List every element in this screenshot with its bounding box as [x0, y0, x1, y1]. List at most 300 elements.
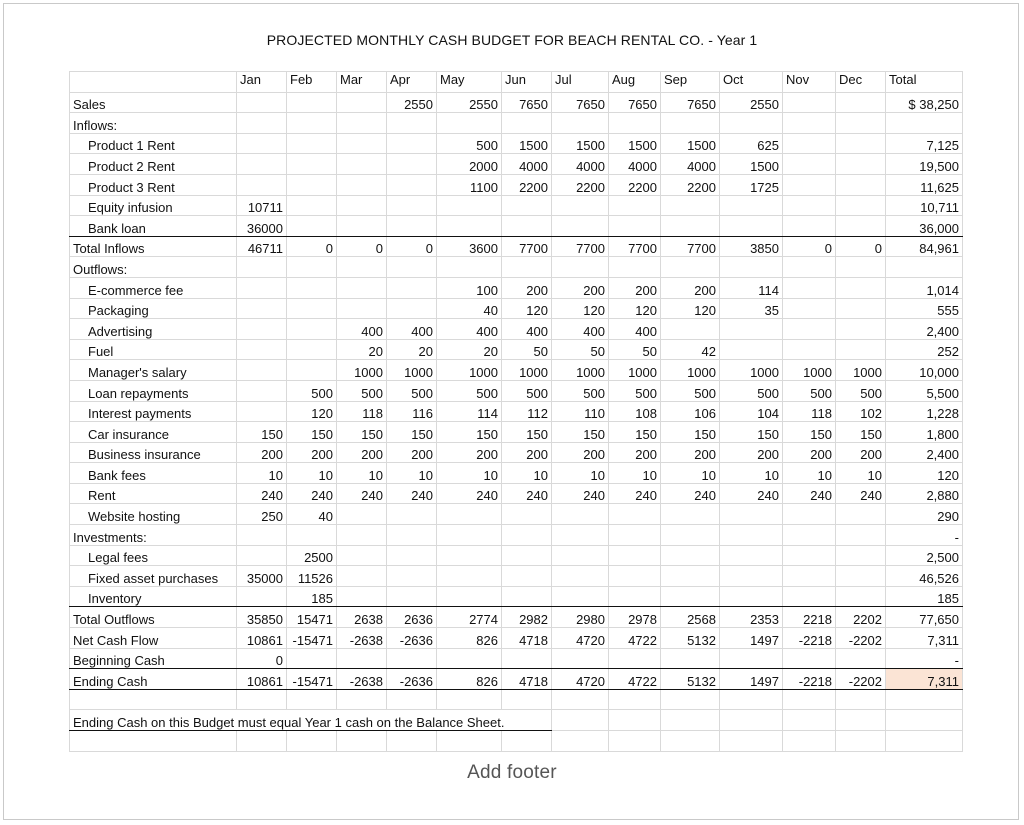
value-cell[interactable]: 240 [337, 483, 387, 504]
value-cell[interactable]: 500 [661, 380, 720, 401]
value-cell[interactable]: 240 [502, 483, 552, 504]
value-cell[interactable] [237, 360, 287, 381]
row-label[interactable]: Product 1 Rent [70, 133, 237, 154]
empty-cell[interactable] [783, 731, 836, 752]
value-cell[interactable]: -2636 [387, 628, 437, 649]
value-cell[interactable]: 500 [437, 133, 502, 154]
month-header-feb[interactable]: Feb [287, 72, 337, 93]
value-cell[interactable] [502, 525, 552, 546]
value-cell[interactable]: 1500 [720, 154, 783, 175]
value-cell[interactable] [502, 648, 552, 669]
value-cell[interactable]: 200 [502, 277, 552, 298]
empty-cell[interactable] [552, 710, 609, 731]
value-cell[interactable]: 500 [609, 380, 661, 401]
value-cell[interactable]: 20 [387, 339, 437, 360]
value-cell[interactable] [387, 174, 437, 195]
value-cell[interactable]: 625 [720, 133, 783, 154]
value-cell[interactable]: 2000 [437, 154, 502, 175]
value-cell[interactable]: 400 [502, 319, 552, 340]
value-cell[interactable] [661, 113, 720, 134]
value-cell[interactable] [337, 133, 387, 154]
value-cell[interactable] [836, 298, 886, 319]
empty-cell[interactable] [783, 689, 836, 710]
row-label[interactable]: Outflows: [70, 257, 237, 278]
value-cell[interactable] [387, 504, 437, 525]
value-cell[interactable]: 0 [237, 648, 287, 669]
empty-cell[interactable] [70, 689, 237, 710]
value-cell[interactable]: 7650 [661, 92, 720, 113]
value-cell[interactable] [720, 525, 783, 546]
value-cell[interactable] [836, 216, 886, 237]
total-cell[interactable]: 1,014 [886, 277, 963, 298]
value-cell[interactable]: 114 [720, 277, 783, 298]
empty-cell[interactable] [502, 689, 552, 710]
value-cell[interactable]: 2550 [387, 92, 437, 113]
value-cell[interactable] [237, 92, 287, 113]
value-cell[interactable]: 7700 [661, 236, 720, 257]
value-cell[interactable]: -2202 [836, 628, 886, 649]
value-cell[interactable]: 10 [720, 463, 783, 484]
value-cell[interactable]: 40 [287, 504, 337, 525]
value-cell[interactable]: 2200 [552, 174, 609, 195]
value-cell[interactable] [237, 380, 287, 401]
value-cell[interactable]: 10 [609, 463, 661, 484]
value-cell[interactable] [552, 525, 609, 546]
value-cell[interactable]: 36000 [237, 216, 287, 237]
value-cell[interactable] [836, 133, 886, 154]
total-cell[interactable]: 36,000 [886, 216, 963, 237]
value-cell[interactable] [287, 174, 337, 195]
value-cell[interactable] [836, 525, 886, 546]
row-label[interactable]: Product 2 Rent [70, 154, 237, 175]
value-cell[interactable]: -15471 [287, 628, 337, 649]
total-cell[interactable] [886, 113, 963, 134]
value-cell[interactable] [552, 586, 609, 607]
value-cell[interactable] [661, 216, 720, 237]
value-cell[interactable] [337, 648, 387, 669]
empty-cell[interactable] [609, 689, 661, 710]
row-label[interactable]: Business insurance [70, 442, 237, 463]
month-header-may[interactable]: May [437, 72, 502, 93]
row-label[interactable]: Ending Cash [70, 669, 237, 690]
empty-cell[interactable] [720, 731, 783, 752]
total-cell[interactable]: - [886, 525, 963, 546]
value-cell[interactable] [661, 586, 720, 607]
value-cell[interactable]: 200 [502, 442, 552, 463]
empty-cell[interactable] [720, 710, 783, 731]
empty-cell[interactable] [836, 710, 886, 731]
value-cell[interactable] [287, 319, 337, 340]
value-cell[interactable] [783, 277, 836, 298]
row-label[interactable]: Bank loan [70, 216, 237, 237]
value-cell[interactable]: 240 [720, 483, 783, 504]
value-cell[interactable]: 2980 [552, 607, 609, 628]
total-cell[interactable]: 2,400 [886, 442, 963, 463]
value-cell[interactable] [661, 648, 720, 669]
value-cell[interactable]: 0 [387, 236, 437, 257]
value-cell[interactable] [609, 545, 661, 566]
value-cell[interactable]: 10 [661, 463, 720, 484]
value-cell[interactable]: 120 [609, 298, 661, 319]
value-cell[interactable] [783, 133, 836, 154]
value-cell[interactable]: 110 [552, 401, 609, 422]
empty-cell[interactable] [437, 689, 502, 710]
value-cell[interactable] [609, 586, 661, 607]
value-cell[interactable]: 7700 [502, 236, 552, 257]
total-header[interactable]: Total [886, 72, 963, 93]
value-cell[interactable] [783, 566, 836, 587]
value-cell[interactable]: 200 [609, 442, 661, 463]
value-cell[interactable]: 120 [502, 298, 552, 319]
value-cell[interactable] [552, 545, 609, 566]
value-cell[interactable]: -2218 [783, 669, 836, 690]
empty-cell[interactable] [609, 731, 661, 752]
value-cell[interactable]: 1500 [502, 133, 552, 154]
value-cell[interactable] [387, 154, 437, 175]
value-cell[interactable]: 46711 [237, 236, 287, 257]
value-cell[interactable] [836, 648, 886, 669]
value-cell[interactable]: 2568 [661, 607, 720, 628]
empty-cell[interactable] [783, 710, 836, 731]
value-cell[interactable]: 826 [437, 669, 502, 690]
value-cell[interactable] [337, 92, 387, 113]
value-cell[interactable]: 185 [287, 586, 337, 607]
row-label[interactable]: Sales [70, 92, 237, 113]
month-header-apr[interactable]: Apr [387, 72, 437, 93]
value-cell[interactable] [783, 174, 836, 195]
value-cell[interactable]: 10861 [237, 669, 287, 690]
value-cell[interactable]: 2202 [836, 607, 886, 628]
value-cell[interactable] [720, 504, 783, 525]
value-cell[interactable] [661, 525, 720, 546]
empty-cell[interactable] [609, 710, 661, 731]
value-cell[interactable]: 240 [552, 483, 609, 504]
value-cell[interactable] [836, 174, 886, 195]
value-cell[interactable] [609, 504, 661, 525]
value-cell[interactable]: 2636 [387, 607, 437, 628]
value-cell[interactable] [337, 277, 387, 298]
empty-cell[interactable] [886, 710, 963, 731]
empty-cell[interactable] [70, 731, 237, 752]
value-cell[interactable] [387, 113, 437, 134]
value-cell[interactable]: 4000 [661, 154, 720, 175]
value-cell[interactable]: 1000 [337, 360, 387, 381]
value-cell[interactable]: 4718 [502, 628, 552, 649]
value-cell[interactable]: 10 [836, 463, 886, 484]
value-cell[interactable] [783, 154, 836, 175]
row-label[interactable]: Legal fees [70, 545, 237, 566]
value-cell[interactable]: 150 [237, 422, 287, 443]
value-cell[interactable]: 200 [836, 442, 886, 463]
value-cell[interactable] [720, 257, 783, 278]
value-cell[interactable] [836, 566, 886, 587]
value-cell[interactable] [661, 257, 720, 278]
value-cell[interactable] [287, 525, 337, 546]
value-cell[interactable]: 116 [387, 401, 437, 422]
value-cell[interactable]: 2353 [720, 607, 783, 628]
value-cell[interactable] [287, 195, 337, 216]
total-cell[interactable]: 5,500 [886, 380, 963, 401]
value-cell[interactable]: 20 [337, 339, 387, 360]
total-cell[interactable]: $ 38,250 [886, 92, 963, 113]
value-cell[interactable] [237, 525, 287, 546]
value-cell[interactable]: 3600 [437, 236, 502, 257]
value-cell[interactable] [387, 545, 437, 566]
month-header-jul[interactable]: Jul [552, 72, 609, 93]
total-cell[interactable]: 77,650 [886, 607, 963, 628]
value-cell[interactable]: 150 [661, 422, 720, 443]
row-label[interactable]: E-commerce fee [70, 277, 237, 298]
value-cell[interactable] [287, 133, 337, 154]
value-cell[interactable]: 4720 [552, 669, 609, 690]
total-cell[interactable]: 11,625 [886, 174, 963, 195]
value-cell[interactable] [720, 195, 783, 216]
value-cell[interactable] [287, 216, 337, 237]
empty-cell[interactable] [237, 689, 287, 710]
value-cell[interactable] [437, 504, 502, 525]
empty-cell[interactable] [552, 731, 609, 752]
total-cell[interactable]: 46,526 [886, 566, 963, 587]
empty-cell[interactable] [337, 689, 387, 710]
value-cell[interactable] [502, 113, 552, 134]
value-cell[interactable]: 200 [609, 277, 661, 298]
value-cell[interactable] [237, 401, 287, 422]
value-cell[interactable]: 1500 [661, 133, 720, 154]
value-cell[interactable] [387, 195, 437, 216]
value-cell[interactable] [836, 277, 886, 298]
value-cell[interactable]: 50 [502, 339, 552, 360]
total-cell[interactable]: 1,228 [886, 401, 963, 422]
value-cell[interactable]: 400 [552, 319, 609, 340]
value-cell[interactable]: 0 [783, 236, 836, 257]
value-cell[interactable]: 150 [720, 422, 783, 443]
value-cell[interactable] [609, 648, 661, 669]
value-cell[interactable]: 10 [237, 463, 287, 484]
value-cell[interactable]: 4720 [552, 628, 609, 649]
total-cell[interactable]: 1,800 [886, 422, 963, 443]
value-cell[interactable] [237, 545, 287, 566]
value-cell[interactable]: 2218 [783, 607, 836, 628]
value-cell[interactable]: 2982 [502, 607, 552, 628]
value-cell[interactable]: 400 [609, 319, 661, 340]
value-cell[interactable] [237, 319, 287, 340]
value-cell[interactable] [237, 113, 287, 134]
value-cell[interactable]: 500 [387, 380, 437, 401]
value-cell[interactable]: 240 [387, 483, 437, 504]
empty-cell[interactable] [387, 689, 437, 710]
value-cell[interactable]: 200 [720, 442, 783, 463]
value-cell[interactable]: 2200 [502, 174, 552, 195]
value-cell[interactable] [287, 360, 337, 381]
value-cell[interactable] [661, 195, 720, 216]
value-cell[interactable]: 100 [437, 277, 502, 298]
value-cell[interactable]: 7700 [609, 236, 661, 257]
value-cell[interactable] [437, 195, 502, 216]
total-cell[interactable]: 10,711 [886, 195, 963, 216]
month-header-oct[interactable]: Oct [720, 72, 783, 93]
value-cell[interactable]: 120 [552, 298, 609, 319]
row-label[interactable]: Loan repayments [70, 380, 237, 401]
value-cell[interactable] [609, 566, 661, 587]
value-cell[interactable]: 108 [609, 401, 661, 422]
value-cell[interactable] [836, 504, 886, 525]
value-cell[interactable] [337, 113, 387, 134]
value-cell[interactable]: 1000 [552, 360, 609, 381]
value-cell[interactable]: 10 [387, 463, 437, 484]
value-cell[interactable] [783, 504, 836, 525]
value-cell[interactable]: 1100 [437, 174, 502, 195]
value-cell[interactable] [661, 545, 720, 566]
value-cell[interactable]: 150 [387, 422, 437, 443]
value-cell[interactable] [287, 92, 337, 113]
value-cell[interactable]: -15471 [287, 669, 337, 690]
value-cell[interactable]: -2638 [337, 669, 387, 690]
empty-cell[interactable] [661, 710, 720, 731]
value-cell[interactable]: 500 [836, 380, 886, 401]
value-cell[interactable] [337, 525, 387, 546]
value-cell[interactable]: 10 [552, 463, 609, 484]
value-cell[interactable]: 4000 [609, 154, 661, 175]
value-cell[interactable]: 50 [609, 339, 661, 360]
value-cell[interactable]: 40 [437, 298, 502, 319]
row-label[interactable]: Inventory [70, 586, 237, 607]
value-cell[interactable]: 3850 [720, 236, 783, 257]
value-cell[interactable] [783, 298, 836, 319]
header-blank-cell[interactable] [70, 72, 237, 93]
value-cell[interactable] [783, 586, 836, 607]
month-header-jun[interactable]: Jun [502, 72, 552, 93]
row-label[interactable]: Beginning Cash [70, 648, 237, 669]
value-cell[interactable]: 400 [387, 319, 437, 340]
row-label[interactable]: Total Inflows [70, 236, 237, 257]
value-cell[interactable]: 0 [287, 236, 337, 257]
empty-cell[interactable] [237, 731, 287, 752]
value-cell[interactable] [287, 257, 337, 278]
total-cell[interactable]: 2,400 [886, 319, 963, 340]
value-cell[interactable]: 200 [437, 442, 502, 463]
total-cell[interactable]: 252 [886, 339, 963, 360]
value-cell[interactable]: 7700 [552, 236, 609, 257]
value-cell[interactable]: 10861 [237, 628, 287, 649]
value-cell[interactable] [337, 154, 387, 175]
value-cell[interactable]: 2200 [609, 174, 661, 195]
value-cell[interactable]: 118 [337, 401, 387, 422]
total-cell[interactable]: 7,311 [886, 628, 963, 649]
value-cell[interactable] [437, 566, 502, 587]
value-cell[interactable] [387, 298, 437, 319]
value-cell[interactable] [502, 586, 552, 607]
value-cell[interactable] [237, 586, 287, 607]
value-cell[interactable] [783, 648, 836, 669]
value-cell[interactable] [337, 586, 387, 607]
row-label[interactable]: Inflows: [70, 113, 237, 134]
value-cell[interactable] [387, 133, 437, 154]
value-cell[interactable]: 102 [836, 401, 886, 422]
value-cell[interactable] [720, 586, 783, 607]
value-cell[interactable]: 118 [783, 401, 836, 422]
value-cell[interactable]: 15471 [287, 607, 337, 628]
value-cell[interactable] [337, 545, 387, 566]
value-cell[interactable]: 1725 [720, 174, 783, 195]
row-label[interactable]: Investments: [70, 525, 237, 546]
value-cell[interactable]: -2638 [337, 628, 387, 649]
value-cell[interactable]: 1000 [502, 360, 552, 381]
value-cell[interactable] [836, 339, 886, 360]
value-cell[interactable]: 150 [502, 422, 552, 443]
value-cell[interactable] [783, 195, 836, 216]
value-cell[interactable]: 10 [337, 463, 387, 484]
value-cell[interactable]: 240 [437, 483, 502, 504]
value-cell[interactable] [836, 319, 886, 340]
value-cell[interactable] [552, 216, 609, 237]
value-cell[interactable]: 7650 [552, 92, 609, 113]
value-cell[interactable]: 826 [437, 628, 502, 649]
value-cell[interactable]: 500 [502, 380, 552, 401]
value-cell[interactable]: -2636 [387, 669, 437, 690]
total-cell[interactable]: 19,500 [886, 154, 963, 175]
value-cell[interactable] [437, 525, 502, 546]
total-cell[interactable]: 10,000 [886, 360, 963, 381]
value-cell[interactable]: 500 [783, 380, 836, 401]
value-cell[interactable] [502, 566, 552, 587]
value-cell[interactable]: 240 [661, 483, 720, 504]
value-cell[interactable] [337, 566, 387, 587]
value-cell[interactable] [836, 154, 886, 175]
value-cell[interactable] [287, 154, 337, 175]
total-cell[interactable]: - [886, 648, 963, 669]
month-header-nov[interactable]: Nov [783, 72, 836, 93]
row-label[interactable]: Advertising [70, 319, 237, 340]
value-cell[interactable] [783, 92, 836, 113]
value-cell[interactable]: 200 [552, 442, 609, 463]
empty-cell[interactable] [836, 689, 886, 710]
value-cell[interactable] [337, 174, 387, 195]
row-label[interactable]: Product 3 Rent [70, 174, 237, 195]
value-cell[interactable]: 150 [609, 422, 661, 443]
empty-cell[interactable] [886, 731, 963, 752]
value-cell[interactable]: 5132 [661, 628, 720, 649]
value-cell[interactable]: 120 [287, 401, 337, 422]
budget-note[interactable]: Ending Cash on this Budget must equal Year 1 cash on the Balance Sheet. [70, 710, 552, 731]
total-cell[interactable]: 7,311 [886, 669, 963, 690]
value-cell[interactable] [783, 113, 836, 134]
value-cell[interactable]: 50 [552, 339, 609, 360]
value-cell[interactable]: 4722 [609, 669, 661, 690]
value-cell[interactable]: 2550 [437, 92, 502, 113]
value-cell[interactable] [387, 586, 437, 607]
value-cell[interactable] [237, 277, 287, 298]
value-cell[interactable]: 150 [287, 422, 337, 443]
value-cell[interactable] [237, 174, 287, 195]
value-cell[interactable]: 200 [387, 442, 437, 463]
value-cell[interactable]: 35850 [237, 607, 287, 628]
month-header-mar[interactable]: Mar [337, 72, 387, 93]
row-label[interactable]: Fuel [70, 339, 237, 360]
empty-cell[interactable] [287, 731, 337, 752]
row-label[interactable]: Packaging [70, 298, 237, 319]
empty-cell[interactable] [387, 731, 437, 752]
value-cell[interactable]: 1000 [387, 360, 437, 381]
value-cell[interactable] [287, 339, 337, 360]
value-cell[interactable]: 500 [552, 380, 609, 401]
value-cell[interactable] [237, 154, 287, 175]
value-cell[interactable] [387, 216, 437, 237]
value-cell[interactable] [437, 545, 502, 566]
value-cell[interactable] [237, 257, 287, 278]
value-cell[interactable] [836, 92, 886, 113]
value-cell[interactable] [783, 319, 836, 340]
value-cell[interactable] [783, 257, 836, 278]
